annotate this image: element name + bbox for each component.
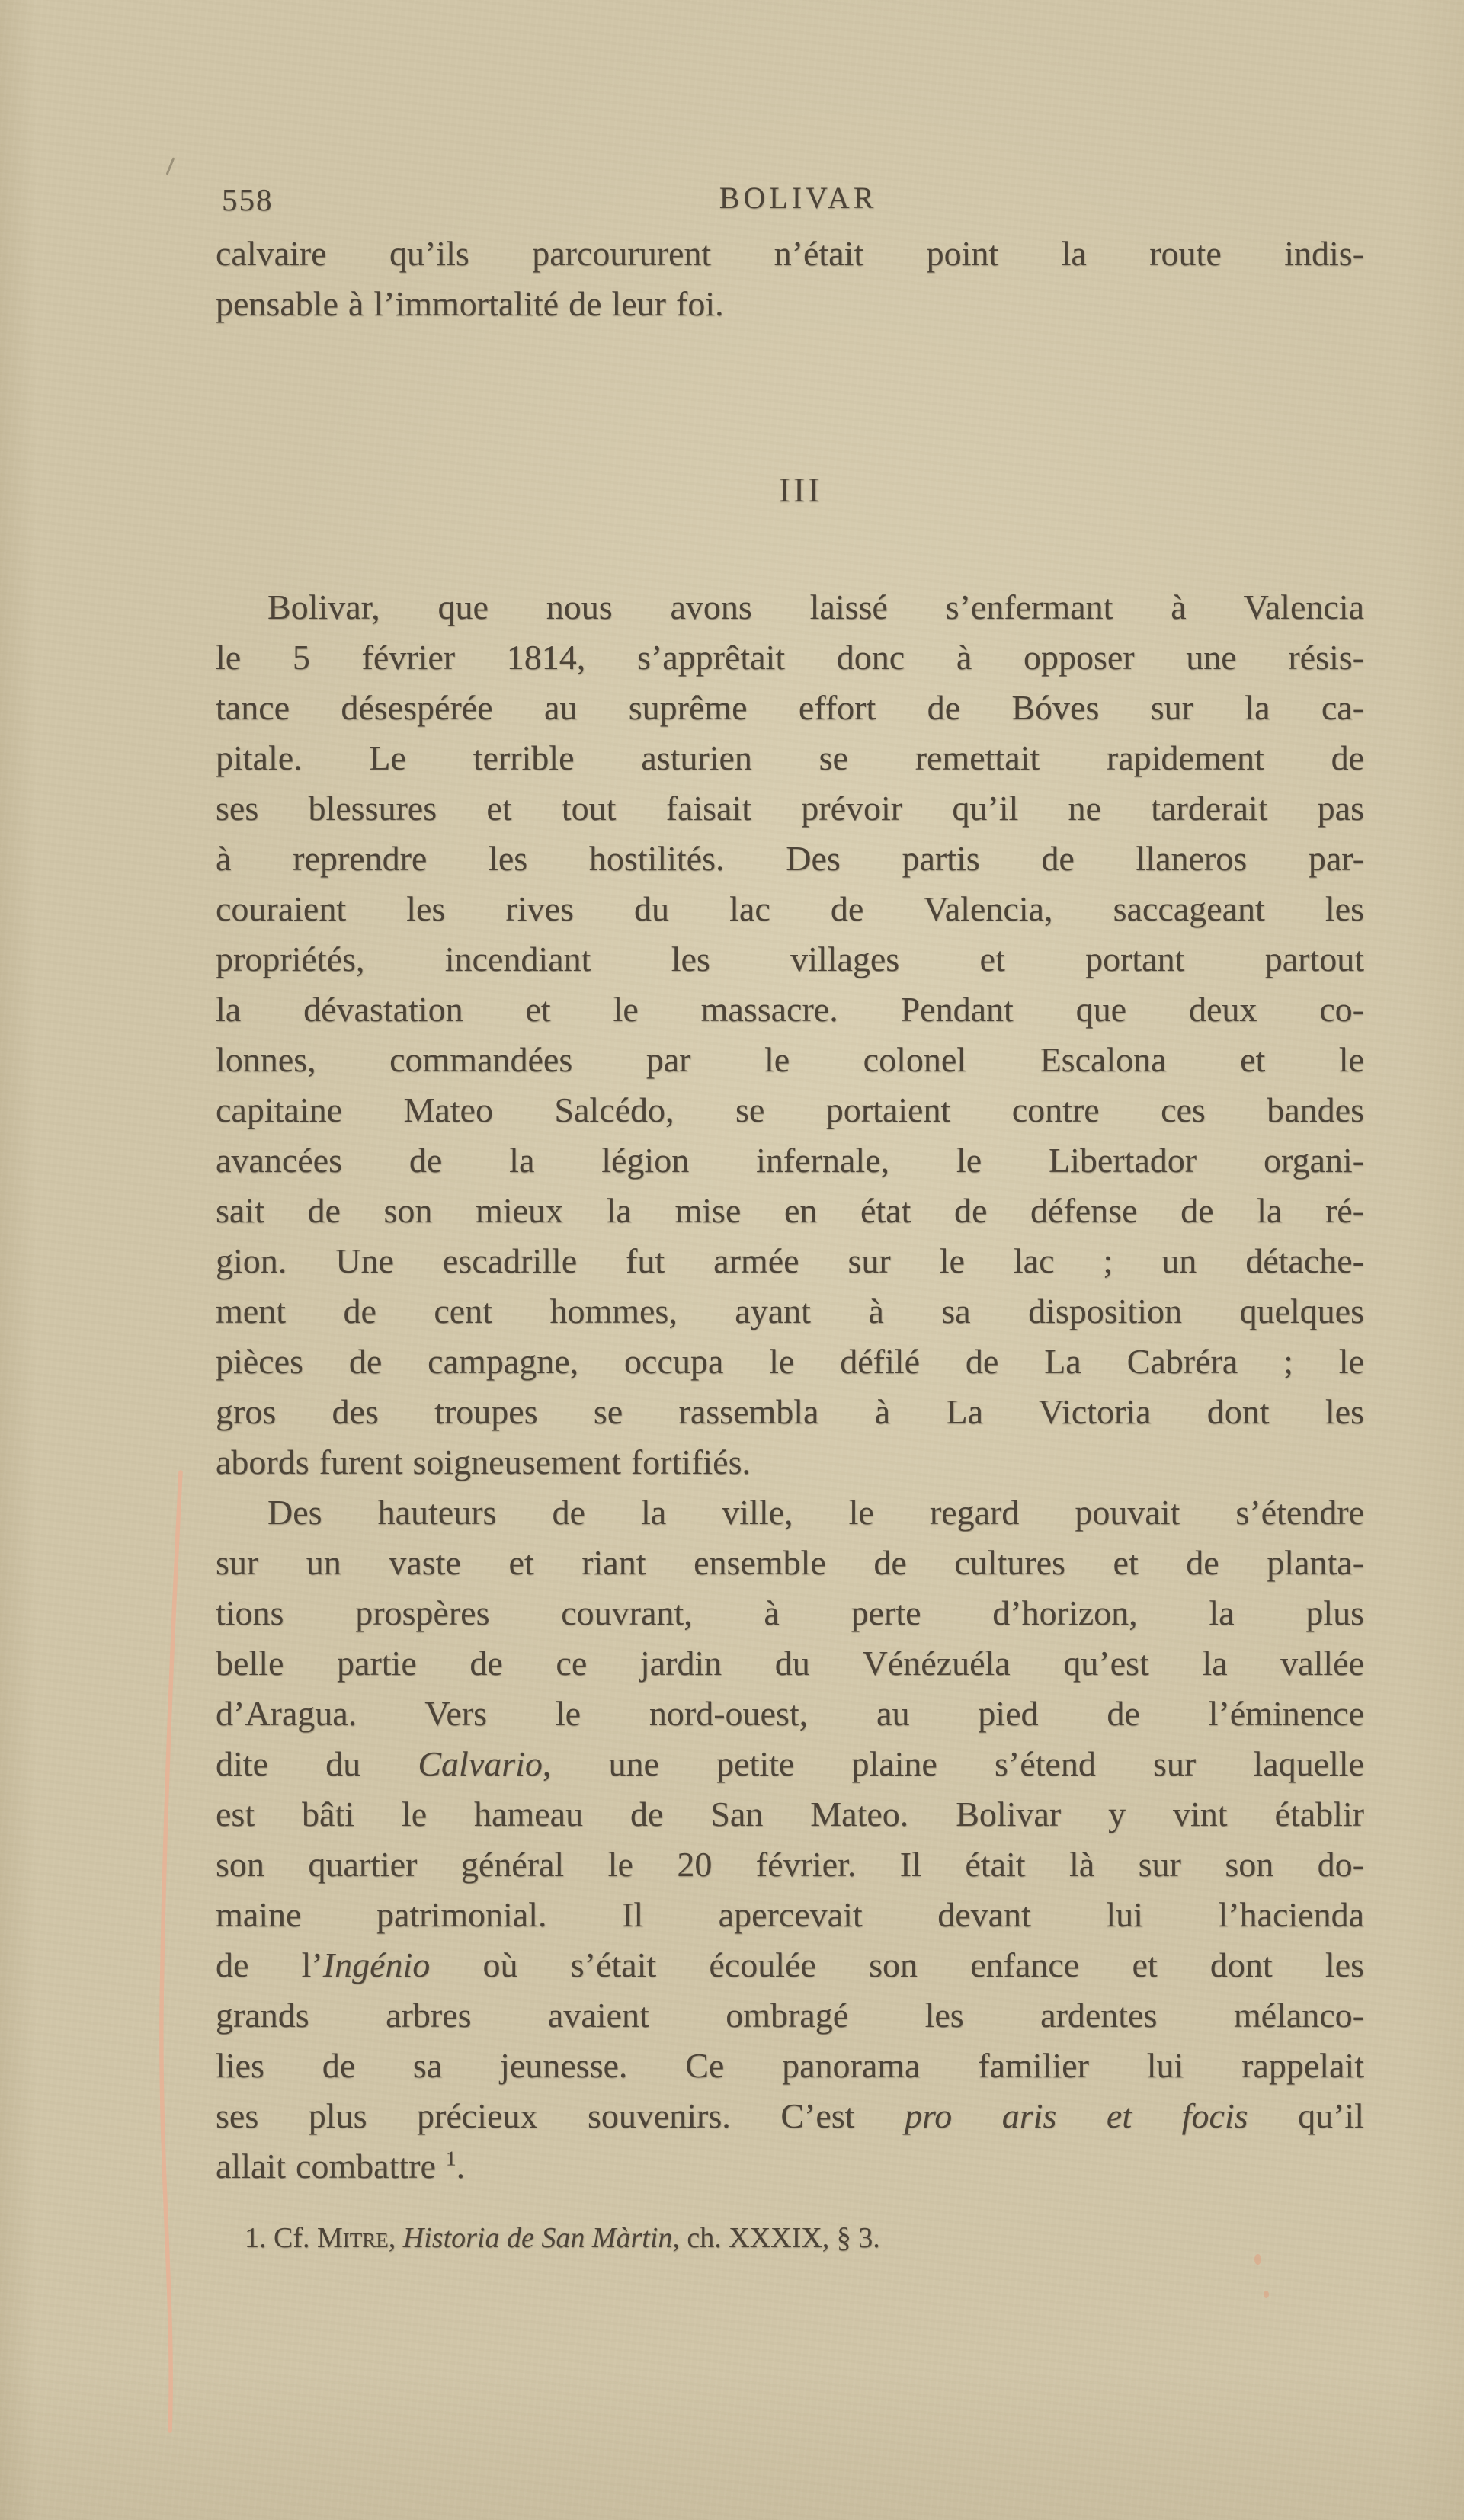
body-text: [216, 229, 1364, 2192]
text-run: ,: [388, 2222, 403, 2254]
text-line: [216, 2091, 1364, 2141]
text-line: avancées de la légion infernale, le Libertador organi-: [216, 1141, 1364, 1180]
italic-text: Ingénio: [322, 1945, 431, 1984]
text-run: allait combattre: [216, 2147, 446, 2185]
paragraph: [216, 1487, 1364, 2192]
text-line: calvaire qu’ils parcoururent n’était point la route indis-: [216, 234, 1364, 273]
text-line: tions prospères couvrant, à perte d’horizon, la plus: [216, 1593, 1364, 1632]
text-line: tance désespérée au suprême effort de Bóves sur la ca-: [216, 688, 1364, 727]
text-line: abords furent soigneusement fortifiés.: [216, 1443, 751, 1481]
text-line: la dévastation et le massacre. Pendant que deux co-: [216, 990, 1364, 1029]
text-run: ses plus précieux souvenirs. C’est: [216, 2096, 905, 2135]
text-run: , ch. XXXIX, § 3.: [672, 2222, 880, 2254]
text-line: son quartier général le 20 février. Il était là sur son do-: [216, 1845, 1364, 1884]
page-number: 558: [222, 182, 274, 217]
text-line: d’Aragua. Vers le nord-ouest, au pied de l’éminence: [216, 1694, 1364, 1733]
smallcaps-text: Mitre: [317, 2222, 389, 2254]
text-line: [216, 2141, 1364, 2192]
text-run: dite du: [216, 1744, 418, 1783]
paragraph: [216, 229, 1364, 329]
text-line: ses blessures et tout faisait prévoir qu’il ne tarderait pas: [216, 789, 1364, 828]
text-line: couraient les rives du lac de Valencia, saccageant les: [216, 889, 1364, 928]
italic-text: pro aris et focis: [905, 2096, 1248, 2135]
running-title: BOLIVAR: [719, 181, 878, 215]
text-line: capitaine Mateo Salcédo, se portaient contre ces bandes: [216, 1090, 1364, 1129]
section-heading: III: [778, 470, 823, 509]
text-run: 1. Cf.: [245, 2222, 317, 2254]
scan-smudge-mark: [166, 157, 175, 175]
text-line: à reprendre les hostilités. Des partis de llaneros par-: [216, 839, 1364, 878]
page-header: [216, 178, 1364, 219]
pink-speck: [1264, 2291, 1269, 2298]
main-paragraphs-slot: [216, 582, 1364, 2192]
footnote-line: [216, 2219, 1364, 2257]
text-line: pensable à l’immortalité de leur foi.: [216, 284, 724, 323]
text-line: pièces de campagne, occupa le défilé de La Cabréra ; le: [216, 1342, 1364, 1381]
text-line: Bolivar, que nous avons laissé s’enfermant à Valencia: [267, 588, 1364, 626]
text-line: [216, 1940, 1364, 1990]
text-line: Des hauteurs de la ville, le regard pouvait s’étendre: [267, 1493, 1364, 1532]
text-run: .: [456, 2147, 466, 2185]
text-line: ment de cent hommes, ayant à sa disposition quelques: [216, 1292, 1364, 1330]
text-line: grands arbres avaient ombragé les ardentes mélanco-: [216, 1996, 1364, 2035]
text-line: est bâti le hameau de San Mateo. Bolivar y vint établir: [216, 1795, 1364, 1833]
text-line: gion. Une escadrille fut armée sur le lac ; un détache-: [216, 1241, 1364, 1280]
text-line: propriétés, incendiant les villages et portant partout: [216, 940, 1364, 978]
italic-text: Historia de San Màrtin: [402, 2222, 673, 2254]
text-line: sur un vaste et riant ensemble de cultures et de planta-: [216, 1543, 1364, 1582]
text-run: de l’: [216, 1945, 323, 1984]
footnote-reference: 1: [445, 2146, 456, 2170]
text-line: lonnes, commandées par le colonel Escalona et le: [216, 1040, 1364, 1079]
text-line: gros des troupes se rassembla à La Victoria dont les: [216, 1392, 1364, 1431]
text-run: qu’il: [1248, 2096, 1364, 2135]
text-line: [216, 1739, 1364, 1789]
paragraph: [216, 582, 1364, 1487]
text-run: , une petite plaine s’étend sur laquelle: [542, 1744, 1364, 1783]
text-line: lies de sa jeunesse. Ce panorama familier lui rappelait: [216, 2046, 1364, 2085]
text-line: pitale. Le terrible asturien se remettait rapidement de: [216, 738, 1364, 777]
italic-text: Calvario: [418, 1744, 543, 1783]
text-line: maine patrimonial. Il apercevait devant lui l’hacienda: [216, 1895, 1364, 1934]
text-line: belle partie de ce jardin du Vénézuéla qu’est la vallée: [216, 1644, 1364, 1683]
text-line: sait de son mieux la mise en état de défense de la ré-: [216, 1191, 1364, 1230]
text-line: le 5 février 1814, s’apprêtait donc à opposer une résis-: [216, 638, 1364, 677]
opening-paragraph-slot: [216, 229, 1364, 329]
footnote: [216, 2219, 1364, 2257]
text-run: où s’était écoulée son enfance et dont les: [430, 1945, 1364, 1984]
